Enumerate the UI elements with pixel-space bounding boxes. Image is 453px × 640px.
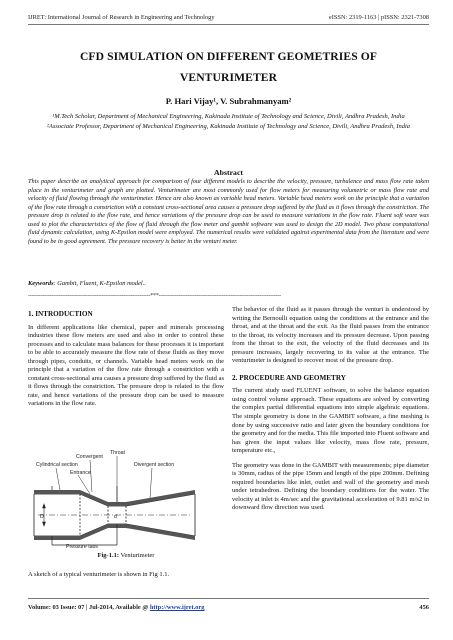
title-line: CFD SIMULATION ON DIFFERENT GEOMETRIES OF xyxy=(79,50,378,63)
figure-caption-text: Venturimeter xyxy=(119,552,155,559)
intro-paragraph: In different applications like chemical, paper and minerals processing industries these flow meters are used and also in order to control these processes and to calculate mass balances for these processes it is important to be able to accurately measure the flow rate of these fluids as they move through pipes, conduits, or channels. Variable head meters work on the principle that a variation of the flow rate through a constriction with a constant cross-sectional area causes a pressure drop suffered by the fluid as it flows through the constriction. The pressure drop is related to the flow rate, and hence variations of the pressure drop can be used to measure variations in the flow rate. xyxy=(28,323,224,408)
right-column xyxy=(232,306,429,519)
page-footer xyxy=(28,604,429,611)
label-d2: d xyxy=(114,514,117,520)
figure-reference: A sketch of a typical venturimeter is shown in Fig 1.1. xyxy=(28,571,170,578)
footer-volume-text: Volume: 03 Issue: 07 | Jul-2014, Available @ xyxy=(28,604,150,611)
procedure-paragraph-2: The geometry was done in the GAMBIT with measurements; pipe diameter is 30mm, radius of the pipe 15mm and length of the pipe 200mm. Defining required boundaries like inlet, outlet and wall of the geometry and mesh under tetrahedron. Defining the boundary conditions for the water. The velocity at inlet is 4m/sec and the gravitational acceleration of 9.81 m/s2 in downward flow direction was used. xyxy=(232,461,429,512)
keywords-text: : Gambit, Fluent, K-Epsilon model.. xyxy=(53,280,146,287)
page-number: 456 xyxy=(419,604,429,611)
label-pressure-taps: Pressure taps xyxy=(66,544,99,548)
figure-number: Fig-1.1: xyxy=(97,552,120,559)
bernoulli-paragraph: The behavior of the fluid as it passes through the venturi is understood by writing the Bernoulli equation using the conditions at the entrance and the throat, and at the throat and the exit. As the fluid passes from the entrance to the throat, its velocity increases and its pressure decrease. Upon passing from the throat to the exit, the velocity of the fluid decreases and its pressure increases, largely recovering to its value at the entrance. The venturimeter is designed to recover most of the pressure drop. xyxy=(232,306,429,365)
affiliation-1: ¹M.Tech Scholar, Department of Mechanical Engineering, Kakinada Institute of Technology and Science, Divili, Andhra Pradesh, India xyxy=(52,113,405,120)
abstract-heading: Abstract xyxy=(213,168,243,177)
journal-name: IJRET: International Journal of Research in Engineering and Technology xyxy=(28,14,215,21)
label-throat: Throat xyxy=(110,450,125,456)
footer-volume xyxy=(28,604,204,611)
keywords xyxy=(28,280,429,287)
authors: P. Hari Vijay¹, V. Subrahmanyam² xyxy=(165,96,292,106)
label-entrance: Entrance xyxy=(70,470,91,476)
left-column xyxy=(28,310,224,415)
venturimeter-figure xyxy=(30,448,205,548)
affiliation-2: ²Associate Professor, Department of Mechanical Engineering, Kakinada Institute of Technology and Science, Divili, Andhra Pradesh, India xyxy=(46,122,411,130)
journal-link[interactable]: http://www.ijret.org xyxy=(149,604,205,611)
figure-caption xyxy=(28,552,224,559)
affiliations xyxy=(30,112,427,132)
keywords-label: Keywords xyxy=(28,280,54,287)
paper-title xyxy=(28,46,429,88)
label-d1: D xyxy=(40,514,44,520)
title-line: VENTURIMETER xyxy=(179,71,278,84)
label-cylindrical: Cylindrical section xyxy=(36,462,78,468)
intro-heading: 1. INTRODUCTION xyxy=(28,310,93,318)
footer-rule xyxy=(28,598,429,599)
issn: eISSN: 2319-1163 | pISSN: 2321-7308 xyxy=(328,14,429,21)
procedure-heading: 2. PROCEDURE AND GEOMETRY xyxy=(232,373,346,382)
running-header xyxy=(28,14,429,21)
abstract-text: This paper describe an analytical approach for comparison of four different models to describe the velocity, pressure, turbulence and mass flow rate taken place in the venturimeter and graph are plotted. Venturimeter are most commonly used for flow meters for measuring volumetric or mass flow rate and velocity of fluid flowing through the venturimeter. Hence are also known as variable head meters. Variable head meters work on the principle that a variation of the flow rate through a constriction with a constant cross-sectional area causes a pressure drop suffered by the fluid as it flows through the constriction. The pressure drop is related to the flow rate, and hence variations of the pressure drop can be used to measure variations in the flow rate. Fluent soft ware was used to plot the characteristics of the flow of fluid through the flow meter and gambit software was used to design the 2D model. Two phase computational fluid dynamic calculation, using K-Epsilon model were employed. The numerical results were validated against experimental data from the literature and were found to be in good agreement. The pressure recovery is better in the venturi meter. xyxy=(28,178,429,245)
label-convergent: Convergent xyxy=(76,454,103,460)
procedure-paragraph-1: The current study used FLUENT software, to solve the balance equation using control volume approach. These equations are solved by converting the complex partial differential equations into simple algebraic equations. The simple geometry is done in the GAMBIT software, a fine meshing is done by using successive ratio and later given the boundary conditions for the geometry and for the media. This file imported into Fluent software and has given the input values like velocity, mass flow rate, pressure, temperature etc., xyxy=(232,387,429,455)
header-rule xyxy=(28,24,429,25)
label-divergent: Divergent section xyxy=(134,462,175,468)
section-separator: --------------------------------------------------------------------***-------------------------------------------------------------------- xyxy=(28,293,281,299)
